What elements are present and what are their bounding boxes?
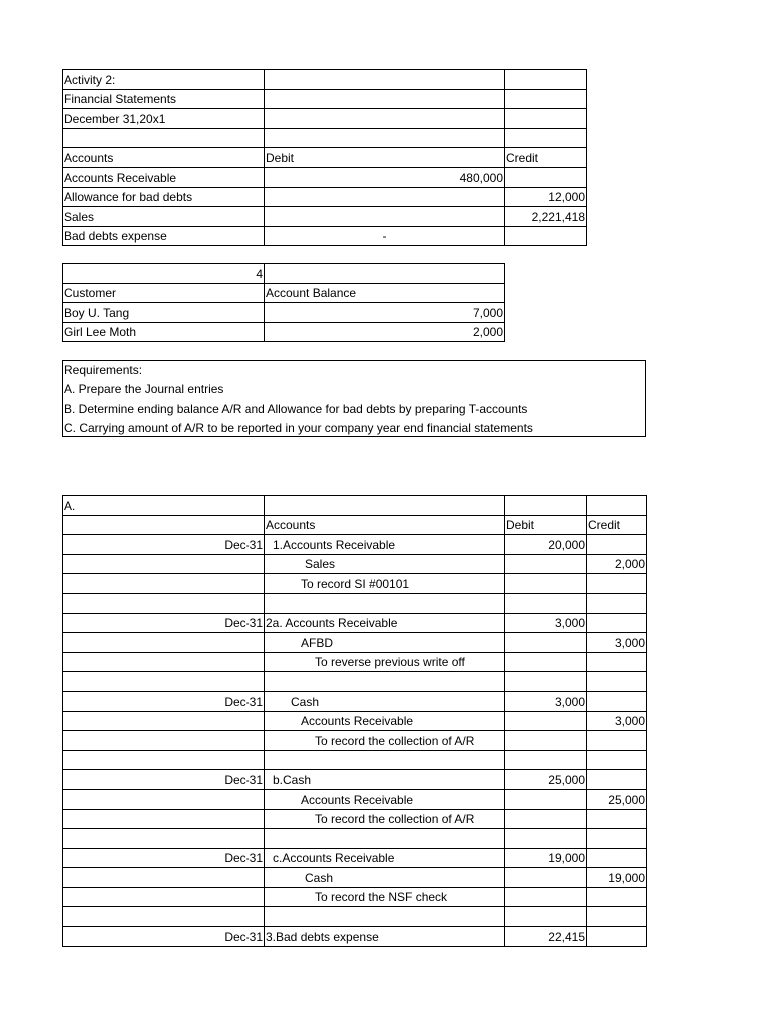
col-credit-header: Credit (505, 148, 587, 168)
table-header-row (63, 283, 505, 303)
col-credit-header: Credit (587, 515, 647, 535)
table-header-row (63, 515, 647, 535)
entry-date: Dec-31 (63, 927, 265, 947)
credit-amount: 25,000 (587, 789, 647, 809)
requirement-item: B. Determine ending balance A/R and Allowance for bad debts by preparing T-accounts (64, 401, 528, 416)
debit-account: c.Accounts Receivable (265, 848, 505, 868)
table-row (63, 167, 587, 187)
requirement-item: A. Prepare the Journal entries (64, 382, 224, 397)
journal-credit-row (63, 711, 647, 731)
table-row (63, 109, 587, 129)
statement-date: December 31,20x1 (63, 109, 265, 129)
debit-account: 1.Accounts Receivable (265, 535, 505, 555)
entry-memo: To record the NSF check (265, 887, 505, 907)
journal-memo-row (63, 574, 647, 594)
table-row (63, 672, 647, 692)
entry-date: Dec-31 (63, 613, 265, 633)
entry-date: Dec-31 (63, 848, 265, 868)
journal-debit-row (63, 848, 647, 868)
debit-amount: 3,000 (505, 691, 587, 711)
customer-balance: 2,000 (265, 322, 505, 342)
activity-title: Activity 2: (63, 70, 265, 90)
entry-memo: To reverse previous write off (265, 652, 505, 672)
table-row (63, 322, 505, 342)
credit-amount: 12,000 (505, 187, 587, 207)
credit-account: Accounts Receivable (265, 789, 505, 809)
entry-memo: To record SI #00101 (265, 574, 505, 594)
journal-memo-row (63, 809, 647, 829)
entry-date: Dec-31 (63, 691, 265, 711)
table-row (63, 264, 505, 284)
customer-balances-table (62, 263, 505, 342)
col-accounts-header: Accounts (63, 148, 265, 168)
account-name: Accounts Receivable (63, 167, 265, 187)
debit-amount (265, 207, 505, 227)
journal-debit-row (63, 691, 647, 711)
journal-debit-row (63, 927, 647, 947)
customer-balance: 7,000 (265, 303, 505, 323)
table-row (63, 128, 587, 148)
debit-account: 2a. Accounts Receivable (265, 613, 505, 633)
credit-account: Sales (265, 554, 505, 574)
subject-title: Financial Statements (63, 89, 265, 109)
journal-credit-row (63, 868, 647, 888)
journal-memo-row (63, 887, 647, 907)
table-row (63, 226, 587, 246)
credit-amount: 3,000 (587, 633, 647, 653)
debit-account: 3.Bad debts expense (265, 927, 505, 947)
section-label: A. (63, 496, 265, 516)
requirements-box (62, 360, 646, 437)
credit-amount: 3,000 (587, 711, 647, 731)
table-row (63, 70, 587, 90)
entry-memo: To record the collection of A/R (265, 731, 505, 751)
customer-name: Boy U. Tang (63, 303, 265, 323)
debit-amount: 480,000 (265, 167, 505, 187)
debit-amount (265, 187, 505, 207)
journal-credit-row (63, 789, 647, 809)
col-accounts-header: Accounts (265, 515, 505, 535)
entry-date: Dec-31 (63, 770, 265, 790)
debit-amount: 25,000 (505, 770, 587, 790)
col-balance-header: Account Balance (265, 283, 505, 303)
customer-count: 4 (63, 264, 265, 284)
credit-amount: 19,000 (587, 868, 647, 888)
table-row (63, 750, 647, 770)
credit-amount: 2,221,418 (505, 207, 587, 227)
journal-debit-row (63, 613, 647, 633)
table-row (63, 207, 587, 227)
journal-memo-row (63, 652, 647, 672)
journal-entries-table (62, 495, 647, 947)
credit-amount (505, 167, 587, 187)
credit-account: Cash (265, 868, 505, 888)
debit-amount: 19,000 (505, 848, 587, 868)
entry-date: Dec-31 (63, 535, 265, 555)
journal-debit-row (63, 535, 647, 555)
journal-memo-row (63, 731, 647, 751)
entry-memo: To record the collection of A/R (265, 809, 505, 829)
credit-account: Accounts Receivable (265, 711, 505, 731)
table-row (63, 829, 647, 849)
requirements-title: Requirements: (64, 363, 143, 377)
customer-name: Girl Lee Moth (63, 322, 265, 342)
journal-debit-row (63, 770, 647, 790)
trial-balance-table (62, 69, 587, 246)
journal-credit-row (63, 633, 647, 653)
account-name: Bad debts expense (63, 226, 265, 246)
table-row (63, 303, 505, 323)
table-header-row (63, 148, 587, 168)
requirement-item: C. Carrying amount of A/R to be reported in your company year end financial statements (64, 421, 533, 436)
col-customer-header: Customer (63, 283, 265, 303)
col-debit-header: Debit (505, 515, 587, 535)
table-row (63, 89, 587, 109)
table-row (63, 907, 647, 927)
table-row (63, 593, 647, 613)
credit-amount (505, 226, 587, 246)
account-name: Allowance for bad debts (63, 187, 265, 207)
table-row (63, 187, 587, 207)
journal-credit-row (63, 554, 647, 574)
account-name: Sales (63, 207, 265, 227)
debit-account: b.Cash (265, 770, 505, 790)
credit-amount: 2,000 (587, 554, 647, 574)
debit-account: Cash (265, 691, 505, 711)
credit-account: AFBD (265, 633, 505, 653)
col-debit-header: Debit (265, 148, 505, 168)
debit-amount: 3,000 (505, 613, 587, 633)
debit-amount: 22,415 (505, 927, 587, 947)
table-row (63, 496, 647, 516)
debit-amount: - (265, 226, 505, 246)
debit-amount: 20,000 (505, 535, 587, 555)
